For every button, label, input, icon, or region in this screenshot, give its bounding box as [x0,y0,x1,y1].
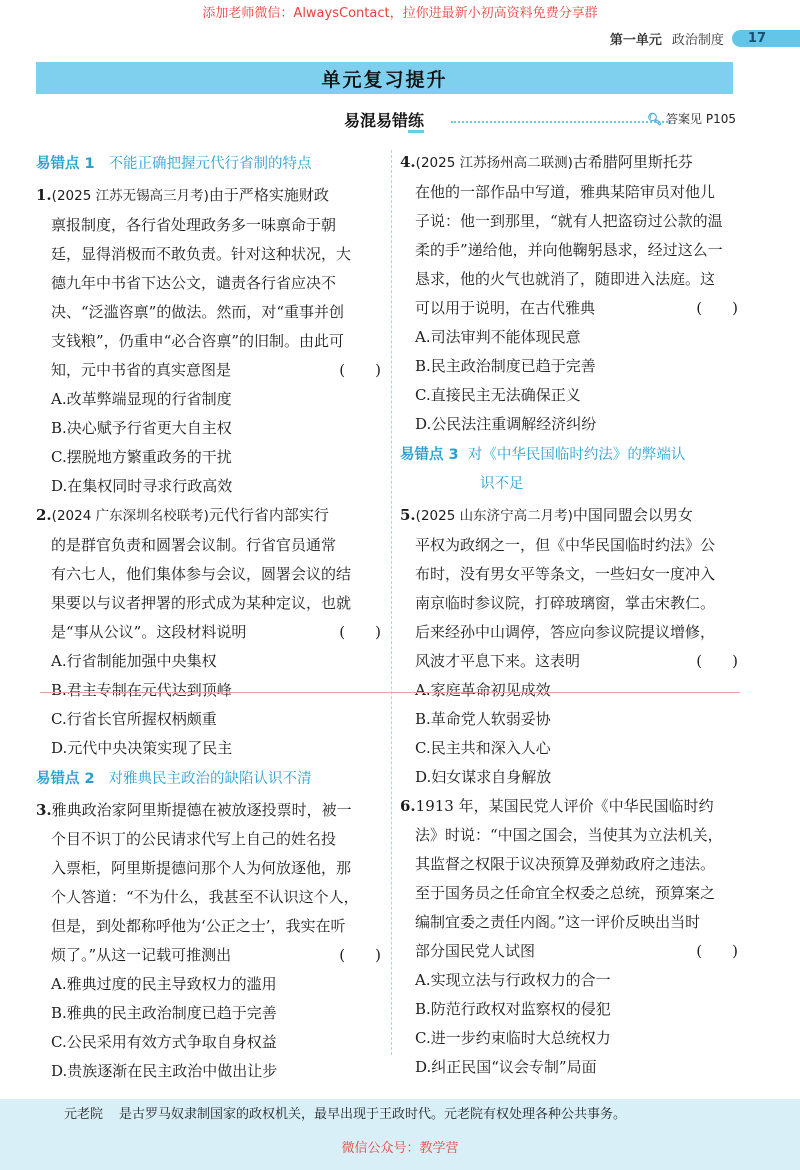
question-text: 古希腊阿里斯托芬 [572,153,693,171]
error-point-heading-1 [36,150,381,179]
bottom-watermark: 微信公众号：教学营 [341,1141,459,1156]
question-text: 编制宜委之责任内阁。”这一评价反映出当时 [415,913,701,931]
question-source: (2025 山东济宁高二月考) [415,508,573,524]
option-a: A.行省制能加强中央集权 [51,652,217,670]
running-header [610,28,800,48]
question-source: (2024 广东深圳名校联考) [51,508,209,524]
subtitle-row [36,108,736,134]
option-b: B.决心赋予行省更大自主权 [51,419,232,437]
option-a: A.家庭革命初见成效 [415,681,551,699]
footnote [64,1103,626,1122]
column-divider [391,150,392,1055]
option-a: A.雅典过度的民主导致权力的滥用 [51,975,277,993]
question-text: 个目不识丁的公民请求代写上自己的姓名投 [51,830,337,848]
heading-text: 对雅典民主政治的缺陷认识不清 [108,771,312,787]
right-column [400,148,738,1082]
option-d: D.公民法注重调解经济纠纷 [415,415,597,433]
question-number: 4. [400,153,416,171]
question-text: 决、“泛滥咨禀”的做法。然而，对“重事并创 [51,303,345,321]
answer-blank: ( ) [339,623,381,641]
question-text: 中国同盟会以男女 [572,506,693,524]
question-text: 至于国务员之任命宜全权委之总统，预算案之 [415,884,716,902]
section-label: 政治制度 [671,32,724,48]
error-point-heading-2 [36,765,381,794]
question-text: 烦了。”从这一记载可推测出 [51,946,232,964]
question-text: 廷，显得消极而不敢负责。针对这种状况，大 [51,245,352,263]
question-text: 支钱粮”，仍重申“必合咨禀”的旧制。由此可 [51,332,345,350]
question-text: 可以用于说明，在古代雅典 [415,299,596,317]
heading-tag: 易错点 3 [400,447,459,463]
answer-blank: ( ) [696,299,738,317]
answer-blank: ( ) [339,946,381,964]
answer-blank: ( ) [696,652,738,670]
section-subtitle [344,108,424,131]
question-text: 知，元中书省的真实意图是 [51,361,232,379]
question-text: 恳求，他的火气也就消了，随即进入法庭。这 [415,270,716,288]
option-b: B.革命党人软弱妥协 [415,710,551,728]
question-text: 部分国民党人试图 [415,942,536,960]
question-number: 3. [36,801,52,819]
subtitle-accent: 练 [408,111,424,133]
option-a: A.实现立法与行政权力的合一 [415,971,611,989]
answer-blank: ( ) [696,942,738,960]
top-watermark: 添加老师微信：AlwaysContact，拉你进最新小初高资料免费分享群 [202,6,598,21]
question-text: 禀报制度，各行省处理政务多一味禀命于朝 [51,216,337,234]
option-c: C.公民采用有效方式争取自身权益 [51,1033,277,1051]
heading-text: 对《中华民国临时约法》的弊端认 [467,447,686,463]
question-number: 1. [36,186,52,204]
error-point-heading-3 [400,441,738,499]
question-text: 平权为政纲之一，但《中华民国临时约法》公 [415,536,716,554]
question-text: 德九年中书省下达公文，谴责各行省应决不 [51,274,337,292]
question-text: 有六七人，他们集体参与会议，圆署会议的结 [51,565,352,583]
title-band [36,62,733,94]
option-b: B.雅典的民主政治制度已趋于完善 [51,1004,277,1022]
question-text: 个人答道：“不为什么，我甚至不认识这个人， [51,888,359,906]
question-text: 南京临时参议院，打碎玻璃窗，掌击宋教仁。 [415,594,716,612]
heading-tag: 易错点 2 [36,771,95,787]
question-text: 元代行省内部实行 [208,506,329,524]
heading-tag: 易错点 1 [36,156,95,172]
question-text: 入票柜，阿里斯提德问那个人为何放逐他，那 [51,859,352,877]
question-5 [400,501,738,792]
question-source: (2025 江苏无锡高三月考) [51,188,209,204]
answer-blank: ( ) [339,361,381,379]
option-b: B.民主政治制度已趋于完善 [415,357,596,375]
question-number: 5. [400,506,416,524]
question-1 [36,181,381,501]
page-number: 17 [732,30,800,47]
footnote-text: 是古罗马奴隶制国家的政权机关，最早出现于王政时代。元老院有权处理各种公共事务。 [119,1107,627,1122]
answer-ref-text: 答案见 P105 [666,112,736,126]
option-c: C.行省长官所握权柄颇重 [51,710,217,728]
question-text: 是“事从公议”。这段材料说明 [51,623,247,641]
question-text: 但是，到处都称呼他为‘公正之士’，我实在听 [51,917,346,935]
option-c: C.进一步约束临时大总统权力 [415,1029,611,1047]
scan-line [40,692,740,693]
unit-label: 第一单元 [609,32,662,48]
heading-text-continued: 识不足 [480,476,524,492]
footnote-term: 元老院 [64,1107,104,1122]
option-a: A.改革弊端显现的行省制度 [51,390,232,408]
question-text: 1913 年，某国民党人评价《中华民国临时约 [415,797,714,815]
question-text: 风波才平息下来。这表明 [415,652,581,670]
question-text: 果要以与议者押署的形式成为某种定议，也就 [51,594,352,612]
option-d: D.纠正民国“议会专制”局面 [415,1058,597,1076]
option-c: C.摆脱地方繁重政务的干扰 [51,448,232,466]
question-text: 后来经孙中山调停，答应向参议院提议增修， [415,623,716,641]
question-text: 在他的一部作品中写道，雅典某陪审员对他儿 [415,183,716,201]
option-d: D.在集权同时寻求行政高效 [51,477,233,495]
option-b: B.君主专制在元代达到顶峰 [51,681,232,699]
question-number: 2. [36,506,52,524]
heading-text: 不能正确把握元代行省制的特点 [108,156,312,172]
subtitle-prefix: 易混易错 [344,111,409,130]
magnifier-icon: 🔍︎ [646,112,663,126]
option-c: C.民主共和深入人心 [415,739,551,757]
question-text: 雅典政治家阿里斯提德在被放逐投票时，被一 [51,801,352,819]
question-3 [36,796,381,1086]
left-column [36,148,381,1086]
question-6 [400,792,738,1082]
question-2 [36,501,381,763]
option-d: D.贵族逐渐在民主政治中做出让步 [51,1062,278,1080]
question-4 [400,148,738,439]
option-c: C.直接民主无法确保正义 [415,386,581,404]
answer-reference [647,110,736,127]
page-title: 单元复习提升 [321,68,448,91]
question-text: 法》时说：“中国之国会，当使其为立法机关， [415,826,723,844]
option-b: B.防范行政权对监察权的侵犯 [415,1000,611,1018]
question-text: 的是群官负责和圆署会议制。行省官员通常 [51,536,337,554]
question-text: 布时，没有男女平等条文，一些妇女一度冲入 [415,565,716,583]
question-source: (2025 江苏扬州高二联测) [415,155,573,171]
question-text: 子说：他一到那里，“就有人把盗窃过公款的温 [415,212,723,230]
option-d: D.元代中央决策实现了民主 [51,739,233,757]
option-a: A.司法审判不能体现民意 [415,328,581,346]
dotted-rule [451,121,671,123]
option-d: D.妇女谋求自身解放 [415,768,552,786]
question-text: 柔的手”递给他，并向他鞠躬恳求，经过这么一 [415,241,723,259]
question-text: 由于严格实施财政 [208,186,329,204]
question-number: 6. [400,797,416,815]
question-text: 其监督之权限于议决预算及弹劾政府之违法。 [415,855,716,873]
